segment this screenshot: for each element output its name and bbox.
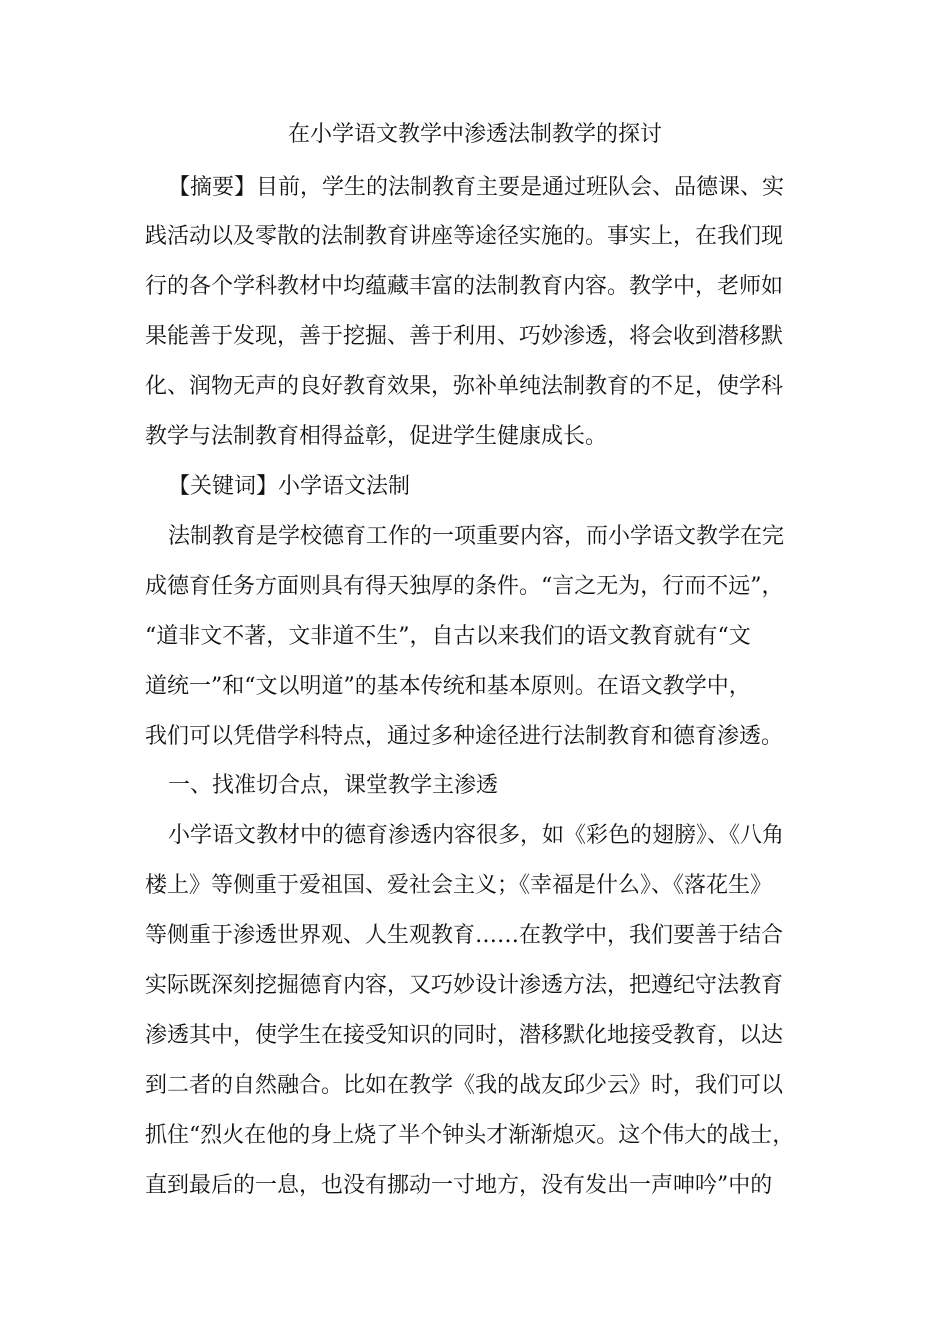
text-line: 楼上》等侧重于爱祖国、爱社会主义；《幸福是什么》、《落花生》 bbox=[145, 873, 773, 898]
text-line: 我们可以凭借学科特点，通过多种途径进行法制教育和德育渗透。 bbox=[145, 724, 784, 749]
text-line: 化、润物无声的良好教育效果，弥补单纯法制教育的不足，使学科 bbox=[145, 374, 784, 399]
section-heading: 一、找准切合点，课堂教学主渗透 bbox=[168, 773, 499, 798]
text-line: 渗透其中，使学生在接受知识的同时，潜移默化地接受教育，以达 bbox=[145, 1023, 784, 1048]
text-line: 等侧重于渗透世界观、人生观教育……在教学中，我们要善于结合 bbox=[145, 923, 784, 948]
text-line: 成德育任务方面则具有得天独厚的条件。“言之无为，行而不远”， bbox=[145, 574, 784, 599]
document-title: 在小学语文教学中渗透法制教学的探讨 bbox=[287, 122, 662, 147]
text-line: 道统一”和“文以明道”的基本传统和基本原则。在语文教学中， bbox=[145, 674, 751, 699]
text-line: 抓住“烈火在他的身上烧了半个钟头才渐渐熄灭。这个伟大的战士， bbox=[145, 1123, 795, 1148]
keywords-line: 【关键词】小学语文法制 bbox=[168, 474, 411, 499]
text-line: 法制教育是学校德育工作的一项重要内容，而小学语文教学在完 bbox=[168, 524, 785, 549]
text-line: 到二者的自然融合。比如在教学《我的战友邱少云》时，我们可以 bbox=[145, 1073, 784, 1098]
text-line: 果能善于发现，善于挖掘、善于利用、巧妙渗透，将会收到潜移默 bbox=[145, 324, 784, 349]
text-line: 教学与法制教育相得益彰，促进学生健康成长。 bbox=[145, 424, 608, 449]
text-line: 行的各个学科教材中均蕴藏丰富的法制教育内容。教学中，老师如 bbox=[145, 274, 784, 299]
text-line: 践活动以及零散的法制教育讲座等途径实施的。事实上，在我们现 bbox=[145, 224, 784, 249]
text-line: 【摘要】目前，学生的法制教育主要是通过班队会、品德课、实 bbox=[168, 175, 785, 200]
text-line: 小学语文教材中的德育渗透内容很多，如《彩色的翅膀》、《八角 bbox=[168, 823, 785, 848]
text-line: 实际既深刻挖掘德育内容，又巧妙设计渗透方法，把遵纪守法教育 bbox=[145, 973, 784, 998]
text-line: 直到最后的一息，也没有挪动一寸地方，没有发出一声呻吟”中的 bbox=[145, 1173, 773, 1198]
text-line: “道非文不著，文非道不生”，自古以来我们的语文教育就有“文 bbox=[145, 624, 751, 649]
